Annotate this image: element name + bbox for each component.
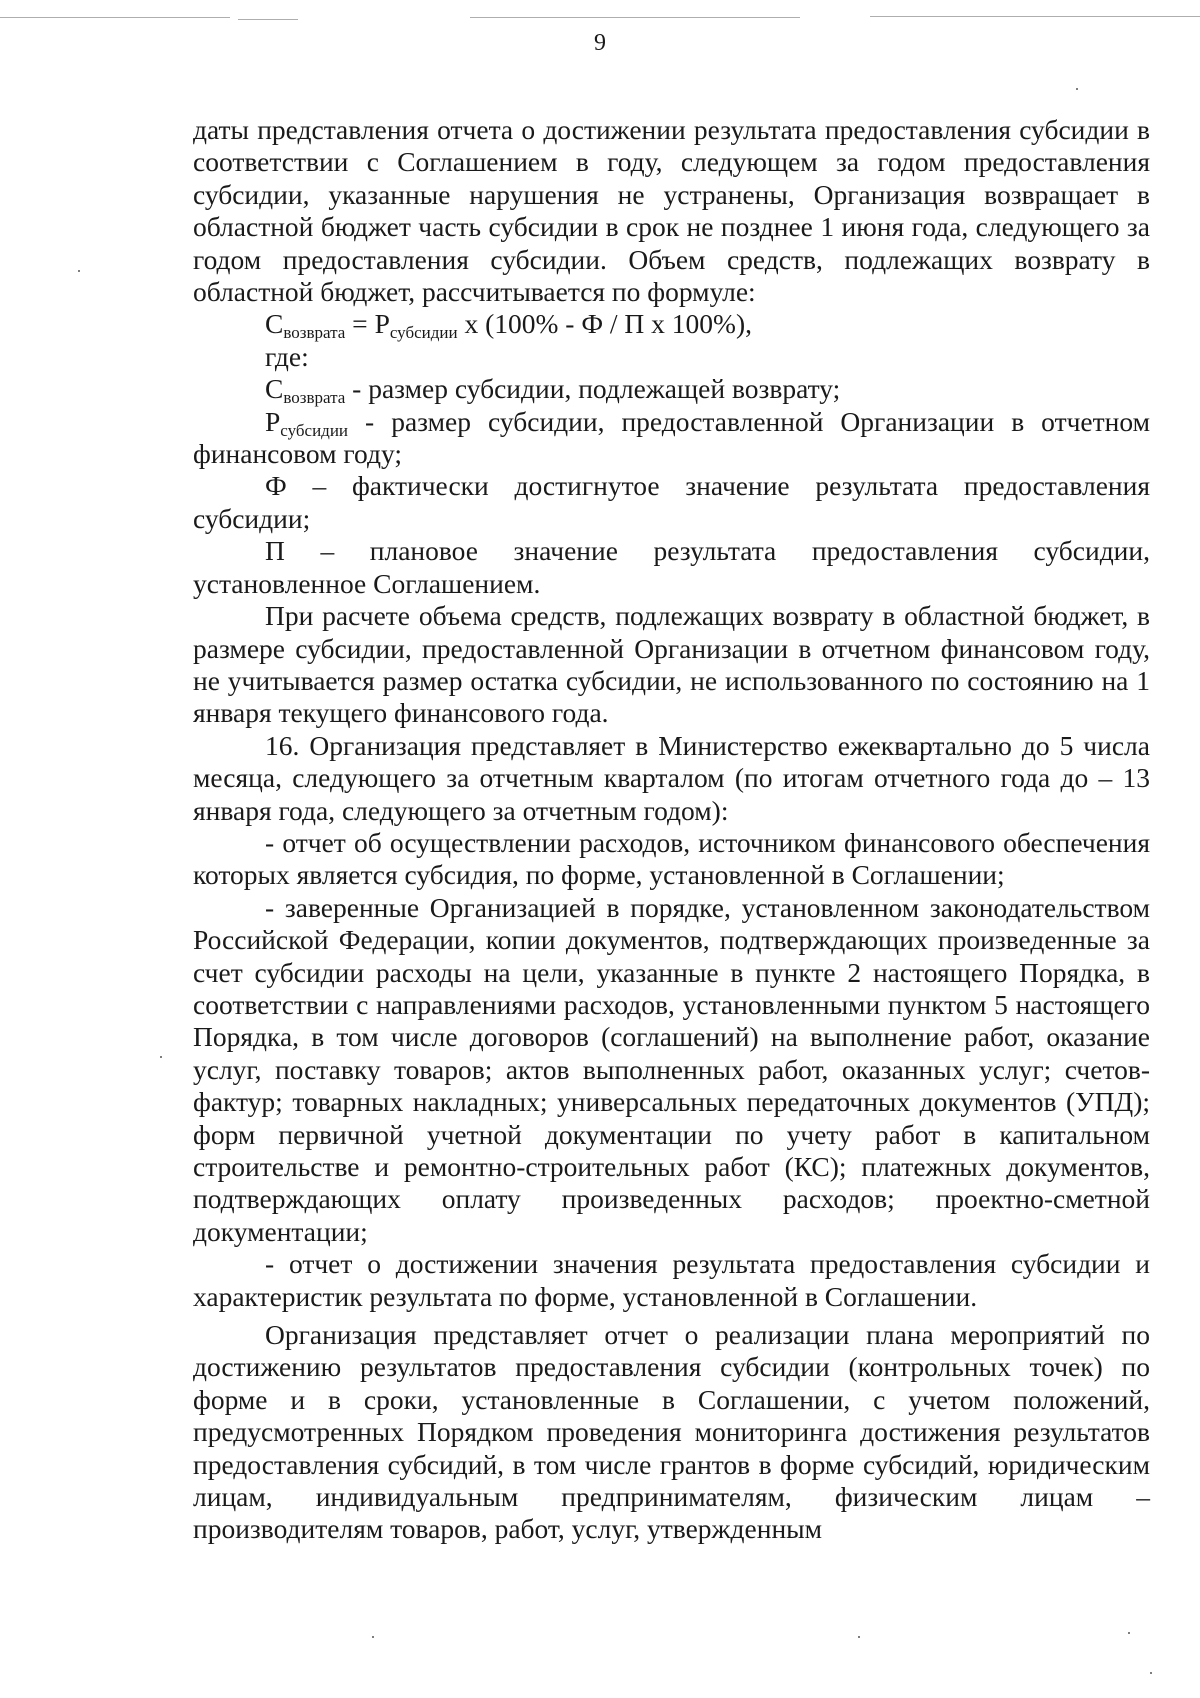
scan-speck	[1128, 1632, 1130, 1634]
list-item-report-result: - отчет о достижении значения результата предоставления субсидии и характеристик результата по форме, установленной в Соглашении.	[193, 1248, 1150, 1312]
formula-c-subscript: возврата	[283, 323, 346, 343]
scan-speck	[372, 1636, 374, 1638]
paragraph-16: 16. Организация представляет в Министерство ежеквартально до 5 числа месяца, следующего за отчетным кварталом (по итогам отчетного года до – 13 января года, следующего за отчетным годом):	[193, 729, 1150, 826]
definition-p	[193, 406, 1150, 471]
scan-artifact-line	[238, 19, 298, 20]
document-body	[193, 114, 1150, 1546]
scan-speck	[160, 1056, 162, 1058]
definition-plan: П – плановое значение результата предоставления субсидии, установленное Соглашением.	[193, 535, 1150, 599]
scan-artifact-line	[470, 17, 800, 18]
paragraph-calculation: При расчете объема средств, подлежащих возврату в областной бюджет, в размере субсидии, предоставленной Организации в отчетном финансовом году, не учитывается размер остатка субсидии, не использованного по состоянию на 1 января текущего финансового года.	[193, 600, 1150, 729]
scan-speck	[858, 1636, 860, 1638]
formula-where: где:	[265, 340, 309, 372]
definition-c-text: - размер субсидии, подлежащей возврату;	[345, 373, 841, 405]
scan-speck	[1076, 88, 1078, 90]
scan-artifact-line	[870, 16, 1200, 17]
definition-p-subscript: субсидии	[280, 420, 349, 440]
scan-artifact-line	[0, 17, 230, 18]
list-item-certified-documents: - заверенные Организацией в порядке, установленном законодательством Российской Федерации, копии документов, подтверждающих произведенные за счет субсидии расходы на цели, указанные в пункте 2 настоящего Порядка, в соответствии с направлениями расходов, установленными пунктом 5 настоящего Порядка, в том числе договоров (соглашений) на выполнение работ, оказание услуг, поставку товаров; актов выполненных работ, оказанных услуг; счетов-фактур; товарных накладных; универсальных передаточных документов (УПД); форм первичной учетной документации по учету работ в капитальном строительстве и ремонтно-строительных работ (КС); платежных документов, подтверждающих оплату произведенных расходов; проектно-сметной документации;	[193, 891, 1150, 1247]
formula-c: С	[265, 308, 284, 340]
definition-p-symbol: Р	[265, 405, 281, 437]
formula-p: Р	[374, 308, 390, 340]
page-number: 9	[594, 30, 606, 56]
paragraph-intro: даты представления отчета о достижении результата предоставления субсидии в соответствии с Соглашением в году, следующем за годом предоставления субсидии, указанные нарушения не устранены, Организация возвращает в областной бюджет часть субсидии в срок не позднее 1 июня года, следующего за годом предоставления субсидии. Объем средств, подлежащих возврату в областной бюджет, рассчитывается по формуле:	[193, 114, 1150, 308]
scan-speck	[1150, 1672, 1152, 1674]
formula-rest: x (100% - Ф / П x 100%),	[457, 308, 752, 340]
formula-equals: =	[345, 308, 375, 340]
formula	[193, 308, 1150, 343]
list-item-report-expenses: - отчет об осуществлении расходов, источником финансового обеспечения которых является субсидия, по форме, установленной в Соглашении;	[193, 826, 1150, 891]
formula-p-subscript: субсидии	[389, 323, 458, 343]
definition-c-subscript: возврата	[283, 388, 346, 408]
definition-c	[193, 373, 1150, 408]
scan-speck	[78, 270, 80, 272]
definition-c-symbol: С	[265, 373, 284, 405]
definition-p-text: - размер субсидии, предоставленной Организации в отчетном финансовом году;	[193, 405, 1150, 470]
paragraph-monitoring: Организация представляет отчет о реализации плана мероприятий по достижению результатов предоставления субсидии (контрольных точек) по форме и в сроки, установленные в Соглашении, с учетом положений, предусмотренных Порядком проведения мониторинга достижения результатов предоставления субсидий, в том числе грантов в форме субсидий, юридическим лицам, индивидуальным предпринимателям, физическим лицам – производителям товаров, работ, услуг, утвержденным	[193, 1319, 1150, 1545]
definition-f: Ф – фактически достигнутое значение результата предоставления субсидии;	[193, 470, 1150, 534]
